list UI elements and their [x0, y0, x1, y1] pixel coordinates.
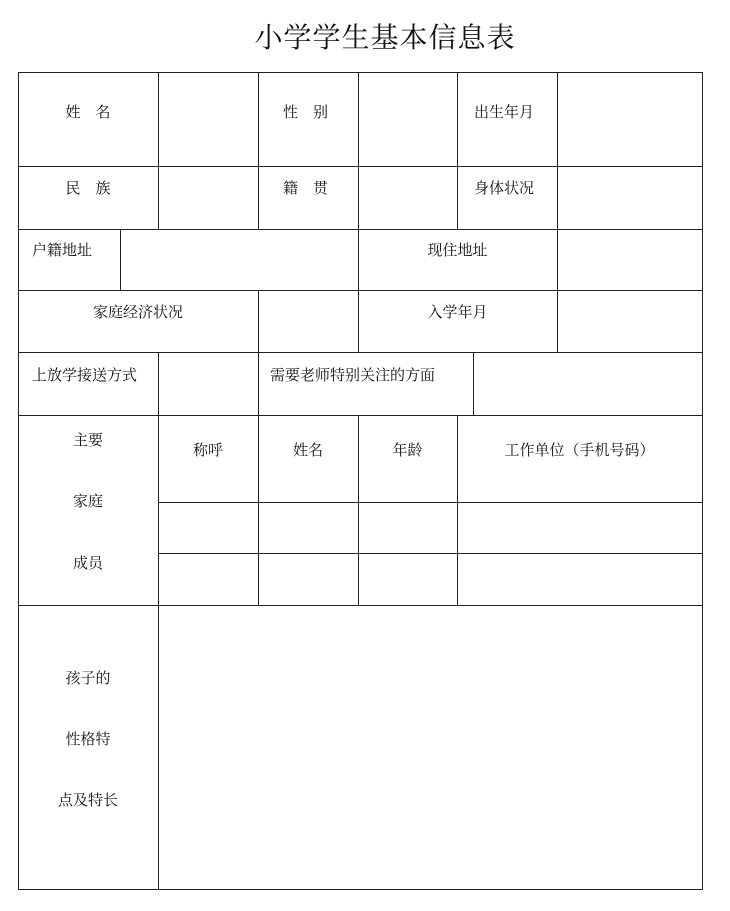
label-personality-3: 点及特长: [57, 791, 118, 809]
row-divider: [18, 415, 703, 416]
pickup-field[interactable]: [159, 353, 258, 415]
col-divider: [358, 290, 359, 352]
label-family-members-1: 主要: [72, 431, 103, 449]
origin-field[interactable]: [359, 167, 457, 229]
family-row2-age[interactable]: [359, 554, 457, 605]
family-row1-relation[interactable]: [159, 503, 258, 553]
family-row1-workplace[interactable]: [458, 503, 702, 553]
label-personality-2: 性格特: [65, 730, 111, 748]
label-family-members-2: 家庭: [72, 492, 103, 510]
gender-field[interactable]: [359, 73, 457, 166]
family-row2-relation[interactable]: [159, 554, 258, 605]
family-header-workplace: 工作单位（手机号码）: [504, 441, 655, 459]
attention-field[interactable]: [474, 353, 702, 415]
label-current-address: 现住地址: [427, 241, 488, 259]
health-field[interactable]: [558, 167, 702, 229]
ethnicity-field[interactable]: [159, 167, 258, 229]
label-enrollment: 入学年月: [427, 303, 488, 321]
table-border-bottom: [18, 889, 703, 890]
family-row2-name[interactable]: [259, 554, 358, 605]
col-divider: [358, 229, 359, 290]
family-row1-age[interactable]: [359, 503, 457, 553]
label-origin: 籍 贯: [283, 179, 329, 197]
table-border-right: [702, 72, 703, 890]
label-personality-1: 孩子的: [65, 669, 111, 687]
label-family-economy: 家庭经济状况: [92, 303, 183, 321]
label-ethnicity: 民 族: [65, 179, 111, 197]
household-address-field[interactable]: [121, 230, 358, 290]
page-title: 小学学生基本信息表: [254, 21, 516, 54]
family-header-relation: 称呼: [192, 441, 223, 459]
name-field[interactable]: [159, 73, 258, 166]
col-divider: [258, 72, 259, 229]
label-household-address: 户籍地址: [32, 241, 93, 259]
enrollment-field[interactable]: [558, 291, 702, 352]
family-header-name: 姓名: [292, 441, 323, 459]
label-attention: 需要老师特别关注的方面: [270, 366, 436, 384]
personality-field[interactable]: [159, 606, 702, 889]
col-divider: [258, 352, 259, 415]
label-family-members-3: 成员: [72, 554, 103, 572]
label-gender: 性 别: [283, 103, 329, 121]
label-health: 身体状况: [474, 179, 535, 197]
col-divider: [457, 72, 458, 229]
label-birth: 出生年月: [474, 103, 535, 121]
family-row2-workplace[interactable]: [458, 554, 702, 605]
label-name: 姓 名: [65, 103, 111, 121]
label-pickup: 上放学接送方式: [32, 366, 138, 384]
family-header-age: 年龄: [392, 441, 423, 459]
family-economy-field[interactable]: [259, 291, 358, 352]
birth-field[interactable]: [558, 73, 702, 166]
current-address-field[interactable]: [558, 230, 702, 290]
family-row1-name[interactable]: [259, 503, 358, 553]
